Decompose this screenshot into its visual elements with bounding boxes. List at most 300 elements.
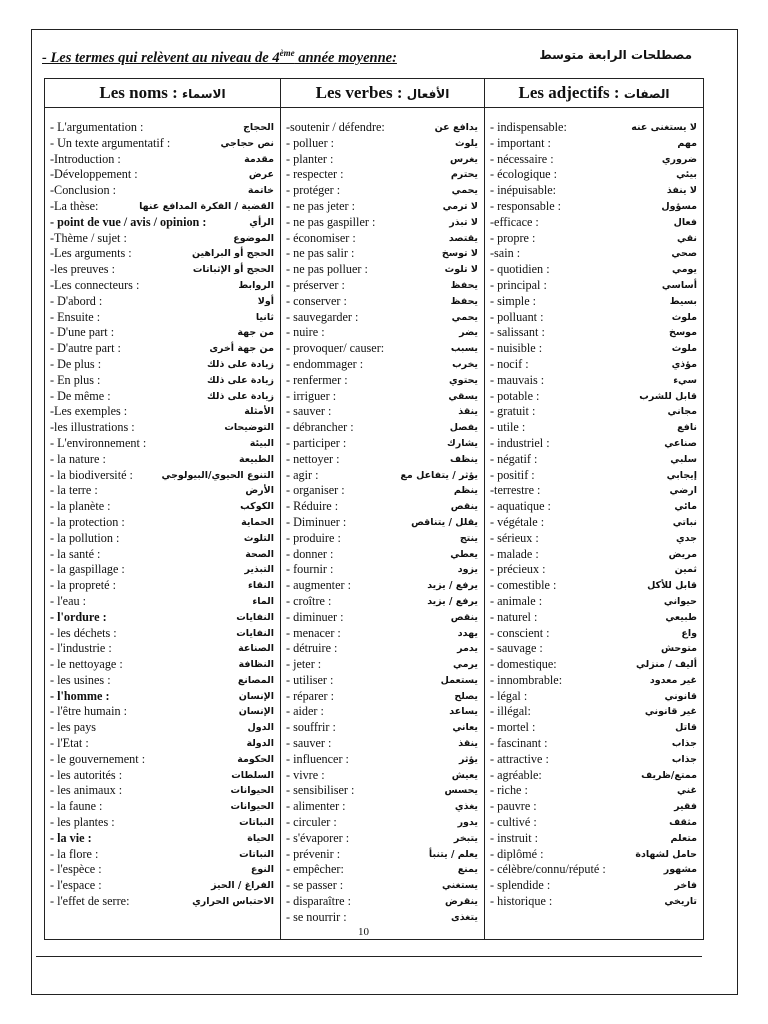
term-arabic: التلوث <box>243 532 274 544</box>
term-french: - la terre : <box>50 483 98 498</box>
list-item <box>281 562 484 578</box>
term-arabic: يحترم <box>450 169 478 181</box>
list-item <box>281 594 484 610</box>
column-adjectifs <box>485 79 703 939</box>
term-arabic: يعلم / يتنبأ <box>428 848 478 860</box>
term-arabic: مريض <box>668 548 697 560</box>
term-french: - positif : <box>490 467 535 482</box>
term-arabic: يسبب <box>450 343 478 355</box>
term-arabic: يستعمل <box>440 674 478 686</box>
term-arabic: غير معدود <box>649 674 697 686</box>
list-item <box>281 657 484 673</box>
list-item <box>485 704 703 720</box>
term-arabic: القضية / الفكرة المدافع عنها <box>139 200 274 212</box>
term-french: - irriguer : <box>286 388 337 403</box>
term-french: - empêcher: <box>286 862 344 877</box>
list-item <box>45 199 280 215</box>
vocabulary-table <box>44 78 704 940</box>
list-item <box>281 373 484 389</box>
term-french: - l'effet de serre: <box>50 894 130 909</box>
term-arabic: ممتع/ظريف <box>641 769 697 781</box>
term-french: - renfermer : <box>286 372 348 387</box>
term-arabic: النفايات <box>236 627 274 639</box>
list-item <box>485 862 703 878</box>
list-item <box>281 420 484 436</box>
term-arabic: يغذي <box>454 801 478 813</box>
term-french: - la pollution : <box>50 530 120 545</box>
term-arabic: مجاني <box>667 406 697 418</box>
list-item <box>281 183 484 199</box>
term-french: - croître : <box>286 593 332 608</box>
list-item <box>485 831 703 847</box>
list-item <box>45 420 280 436</box>
term-french: - innombrable: <box>490 672 563 687</box>
term-french: - la santé : <box>50 546 101 561</box>
list-item <box>281 436 484 452</box>
term-arabic: صحي <box>671 248 697 260</box>
list-item <box>45 752 280 768</box>
term-french: - la faune : <box>50 799 103 814</box>
list-item <box>45 831 280 847</box>
list-item <box>281 847 484 863</box>
list-item <box>281 610 484 626</box>
term-french: - alimenter : <box>286 799 346 814</box>
term-french: - les usines : <box>50 672 111 687</box>
term-arabic: النظافة <box>238 659 274 671</box>
column-header-verbes: Les verbes : الأفعال <box>281 79 484 108</box>
term-french: - responsable : <box>490 198 562 213</box>
term-arabic: الروابط <box>238 279 274 291</box>
term-arabic: يرفع / يزيد <box>427 595 478 607</box>
term-french: - participer : <box>286 435 347 450</box>
list-item <box>45 704 280 720</box>
list-item <box>485 310 703 326</box>
term-arabic: يومي <box>671 264 697 276</box>
term-french: - aider : <box>286 704 324 719</box>
term-french: - l'ordure : <box>50 609 107 624</box>
list-item <box>281 468 484 484</box>
term-arabic: الفراغ / الحيز <box>211 880 274 892</box>
list-item <box>45 278 280 294</box>
term-french: - Ensuite : <box>50 309 101 324</box>
term-arabic: ضروري <box>661 153 697 165</box>
term-french: - conscient : <box>490 625 550 640</box>
term-french: - se passer : <box>286 878 344 893</box>
list-item <box>45 167 280 183</box>
list-item <box>281 167 484 183</box>
term-arabic: المصانع <box>237 674 274 686</box>
term-french: - utile : <box>490 420 526 435</box>
term-french: - provoquer/ causer: <box>286 341 385 356</box>
list-item <box>45 468 280 484</box>
term-arabic: سلبي <box>670 453 697 465</box>
list-item <box>281 673 484 689</box>
term-arabic: مثقف <box>669 817 697 829</box>
list-item <box>45 641 280 657</box>
term-arabic: الحيوانات <box>230 801 274 813</box>
term-arabic: غني <box>677 785 697 797</box>
term-french: - mortel : <box>490 720 536 735</box>
term-french: - ne pas jeter : <box>286 198 356 213</box>
term-arabic: متوحش <box>661 643 697 655</box>
list-item <box>485 610 703 626</box>
term-french: - jeter : <box>286 657 322 672</box>
list-item <box>45 136 280 152</box>
term-french: - l'Etat : <box>50 736 89 751</box>
term-french: - pauvre : <box>490 799 537 814</box>
term-french: -efficace : <box>490 214 539 229</box>
term-french: - L'argumentation : <box>50 120 144 134</box>
term-french: - industriel : <box>490 435 550 450</box>
term-french: - donner : <box>286 546 334 561</box>
list-item <box>281 878 484 894</box>
term-arabic: الاحتباس الحراري <box>192 896 274 908</box>
list-item <box>485 531 703 547</box>
term-french: - diplômé : <box>490 846 544 861</box>
term-french: - Réduire : <box>286 499 339 514</box>
list-item <box>45 325 280 341</box>
term-arabic: يعطي <box>450 548 478 560</box>
term-french: - L'environnement : <box>50 435 147 450</box>
list-item <box>45 436 280 452</box>
term-arabic: يمنع <box>457 864 478 876</box>
term-french: - souffrir : <box>286 720 336 735</box>
column-header-adjectifs: Les adjectifs : الصفات <box>485 79 703 108</box>
term-arabic: ينقذ <box>458 738 478 750</box>
term-arabic: ملوث <box>671 311 697 323</box>
term-french: -sain : <box>490 246 521 261</box>
list-item <box>281 310 484 326</box>
list-item <box>485 436 703 452</box>
term-arabic: أليف / منزلي <box>636 659 697 671</box>
list-item <box>485 231 703 247</box>
list-adjectifs <box>485 108 703 910</box>
list-item <box>281 578 484 594</box>
list-item <box>281 862 484 878</box>
term-arabic: النفايات <box>236 611 274 623</box>
list-item <box>485 562 703 578</box>
term-arabic: النباتات <box>239 848 274 860</box>
list-item <box>281 278 484 294</box>
list-item <box>45 878 280 894</box>
term-french: -Les connecteurs : <box>50 277 140 292</box>
term-french: - s'évaporer : <box>286 830 350 845</box>
term-arabic: زيادة على ذلك <box>207 374 274 386</box>
term-french: - fournir : <box>286 562 334 577</box>
list-item <box>281 736 484 752</box>
term-french: - les pays <box>50 720 97 735</box>
term-french: - ne pas polluer : <box>286 262 368 277</box>
term-french: - l'espèce : <box>50 862 102 877</box>
term-arabic: الحجج أو الإثباتات <box>192 264 274 276</box>
page-heading <box>42 48 692 70</box>
list-item <box>485 720 703 736</box>
term-french: - nettoyer : <box>286 451 340 466</box>
term-arabic: التنوع الحيوي/البيولوجي <box>161 469 274 481</box>
list-item <box>485 799 703 815</box>
term-arabic: الأمثلة <box>244 406 274 418</box>
list-item <box>485 768 703 784</box>
list-item <box>485 689 703 705</box>
term-arabic: الدولة <box>246 738 274 750</box>
term-french: - végétale : <box>490 514 545 529</box>
term-arabic: أولا <box>257 295 274 307</box>
term-french: - l'industrie : <box>50 641 112 656</box>
list-item <box>281 357 484 373</box>
term-french: - les déchets : <box>50 625 117 640</box>
term-arabic: يحتوي <box>449 374 478 386</box>
term-arabic: سيء <box>673 374 697 386</box>
list-item <box>485 815 703 831</box>
term-french: - sauver : <box>286 404 332 419</box>
term-arabic: يضر <box>459 327 478 339</box>
term-arabic: يحمي <box>451 311 478 323</box>
term-arabic: يؤثر <box>459 753 478 765</box>
list-item <box>485 167 703 183</box>
list-item <box>45 499 280 515</box>
term-arabic: أساسي <box>661 279 697 291</box>
term-french: - polluer : <box>286 135 335 150</box>
list-item <box>45 310 280 326</box>
list-item <box>281 720 484 736</box>
term-french: - splendide : <box>490 878 551 893</box>
list-item <box>45 389 280 405</box>
term-arabic: يحفظ <box>450 279 478 291</box>
term-french: - augmenter : <box>286 578 351 593</box>
term-french: -Les arguments : <box>50 246 132 261</box>
term-arabic: طبيعي <box>665 611 697 623</box>
term-french: -Introduction : <box>50 151 121 166</box>
list-item <box>485 468 703 484</box>
term-arabic: يخرب <box>452 358 478 370</box>
list-item <box>485 673 703 689</box>
term-french: - attractive : <box>490 751 549 766</box>
term-arabic: قابل للأكل <box>647 580 697 592</box>
term-arabic: التبذير <box>244 564 274 576</box>
term-french: - l'homme : <box>50 688 110 703</box>
term-french: -Les exemples : <box>50 404 128 419</box>
term-arabic: يحسس <box>444 785 478 797</box>
term-french: - la vie : <box>50 830 92 845</box>
list-item <box>281 531 484 547</box>
list-item <box>281 136 484 152</box>
list-item <box>45 894 280 910</box>
term-french: - historique : <box>490 894 553 909</box>
term-french: - En plus : <box>50 372 101 387</box>
list-item <box>45 515 280 531</box>
term-french: - inépuisable: <box>490 183 556 198</box>
list-item <box>485 373 703 389</box>
term-arabic: ارضي <box>669 485 697 497</box>
term-french: - comestible : <box>490 578 557 593</box>
list-item <box>281 547 484 563</box>
list-item <box>281 815 484 831</box>
term-arabic: فاخر <box>674 880 697 892</box>
list-item <box>281 452 484 468</box>
term-arabic: الإنسان <box>238 690 274 702</box>
term-arabic: جدي <box>675 532 697 544</box>
term-arabic: لا ترمي <box>442 200 478 212</box>
list-item <box>45 720 280 736</box>
list-item <box>485 341 703 357</box>
term-arabic: فعال <box>673 216 697 228</box>
list-item <box>281 389 484 405</box>
term-french: - l'eau : <box>50 593 87 608</box>
list-item <box>281 910 484 926</box>
term-arabic: نقي <box>676 232 697 244</box>
term-french: - principal : <box>490 277 547 292</box>
term-arabic: ينتج <box>459 532 478 544</box>
term-arabic: قاتل <box>675 722 697 734</box>
term-arabic: يسقي <box>448 390 478 402</box>
list-item <box>485 594 703 610</box>
term-french: - ne pas salir : <box>286 246 355 261</box>
term-french: - conserver : <box>286 293 347 308</box>
list-item <box>485 578 703 594</box>
list-item <box>45 862 280 878</box>
list-item <box>485 878 703 894</box>
term-french: - la nature : <box>50 451 106 466</box>
term-arabic: عرض <box>248 169 274 181</box>
list-item <box>485 420 703 436</box>
term-arabic: ينظم <box>453 485 478 497</box>
list-item <box>45 610 280 626</box>
term-arabic: الطبيعة <box>239 453 274 465</box>
list-item <box>45 547 280 563</box>
term-french: - préserver : <box>286 277 345 292</box>
term-arabic: مقدمة <box>244 153 274 165</box>
term-french: - écologique : <box>490 167 558 182</box>
list-item <box>45 452 280 468</box>
page-number: 10 <box>358 926 369 938</box>
list-item <box>485 389 703 405</box>
term-arabic: يعيش <box>451 769 478 781</box>
term-arabic: متعلم <box>670 832 697 844</box>
term-french: - nuisible : <box>490 341 543 356</box>
list-item <box>45 815 280 831</box>
term-arabic: السلطات <box>231 769 274 781</box>
list-item <box>485 515 703 531</box>
column-header-noms: Les noms : الاسماء <box>45 79 280 108</box>
term-french: - ne pas gaspiller : <box>286 214 376 229</box>
list-item <box>281 199 484 215</box>
list-item <box>281 294 484 310</box>
term-french: - économiser : <box>286 230 356 245</box>
term-french: - riche : <box>490 783 528 798</box>
term-french: - D'autre part : <box>50 341 121 356</box>
term-french: -Développement : <box>50 167 138 182</box>
term-french: - Un texte argumentatif : <box>50 135 171 150</box>
term-french: - propre : <box>490 230 536 245</box>
term-french: - sauvegarder : <box>286 309 359 324</box>
term-arabic: ينقذ <box>458 406 478 418</box>
term-arabic: يقلل / يتناقص <box>411 516 478 528</box>
term-french: - important : <box>490 135 551 150</box>
term-arabic: الرأي <box>249 216 274 228</box>
term-french: -Conclusion : <box>50 183 117 198</box>
term-french: - illégal: <box>490 704 531 719</box>
list-item <box>485 152 703 168</box>
term-french: - nocif : <box>490 356 529 371</box>
list-item <box>485 894 703 910</box>
list-item <box>485 752 703 768</box>
list-item <box>485 246 703 262</box>
list-item <box>45 262 280 278</box>
term-arabic: جذاب <box>671 753 697 765</box>
term-french: - la gaspillage : <box>50 562 125 577</box>
term-french: - le nettoyage : <box>50 657 123 672</box>
term-french: - cultivé : <box>490 815 537 830</box>
list-item <box>281 231 484 247</box>
term-arabic: تاريخي <box>664 896 697 908</box>
list-item <box>281 783 484 799</box>
term-french: - quotidien : <box>490 262 550 277</box>
list-item <box>485 783 703 799</box>
list-item <box>45 799 280 815</box>
list-item <box>281 262 484 278</box>
list-item <box>485 736 703 752</box>
term-arabic: مؤذي <box>671 358 697 370</box>
term-arabic: مشهور <box>663 864 697 876</box>
term-french: -La thèse: <box>50 198 99 213</box>
term-arabic: يحمي <box>451 185 478 197</box>
term-french: -terrestre : <box>490 483 541 498</box>
term-arabic: ينقرض <box>445 896 478 908</box>
term-arabic: إيجابي <box>666 469 697 481</box>
list-item <box>45 231 280 247</box>
term-arabic: ينقص <box>450 611 478 623</box>
term-french: - mauvais : <box>490 372 545 387</box>
term-french: - agréable: <box>490 767 542 782</box>
heading-french: - Les termes qui relèvent au niveau de 4ème année moyenne: <box>42 48 397 66</box>
term-arabic: ثانيا <box>255 311 274 323</box>
term-arabic: النقاء <box>248 580 274 592</box>
term-french: -les illustrations : <box>50 420 135 435</box>
list-item <box>485 483 703 499</box>
term-french: - disparaître : <box>286 894 351 909</box>
list-item <box>45 404 280 420</box>
term-french: - débrancher : <box>286 420 354 435</box>
term-arabic: غير قانوني <box>644 706 697 718</box>
term-arabic: قانوني <box>664 690 697 702</box>
list-item <box>281 799 484 815</box>
list-item <box>281 152 484 168</box>
term-arabic: لا يستغنى عنه <box>631 122 697 133</box>
term-arabic: يحفظ <box>450 295 478 307</box>
term-arabic: نباتي <box>672 516 697 528</box>
list-item <box>281 768 484 784</box>
term-french: -Thème / sujet : <box>50 230 127 245</box>
term-french: - la planète : <box>50 499 111 514</box>
term-french: - domestique: <box>490 657 557 672</box>
term-arabic: من جهة <box>237 327 274 339</box>
term-french: - organiser : <box>286 483 345 498</box>
term-arabic: لا تلوث <box>444 264 478 276</box>
list-item <box>45 215 280 231</box>
list-item <box>485 199 703 215</box>
list-item <box>45 689 280 705</box>
term-french: - simple : <box>490 293 537 308</box>
term-arabic: ثمين <box>674 564 697 576</box>
list-item <box>485 262 703 278</box>
term-arabic: الصناعة <box>238 643 274 655</box>
term-arabic: الدول <box>247 722 274 734</box>
term-french: - planter : <box>286 151 334 166</box>
term-arabic: نافع <box>677 422 697 434</box>
term-french: - malade : <box>490 546 539 561</box>
term-arabic: الصحة <box>245 548 274 560</box>
list-item <box>45 120 280 136</box>
